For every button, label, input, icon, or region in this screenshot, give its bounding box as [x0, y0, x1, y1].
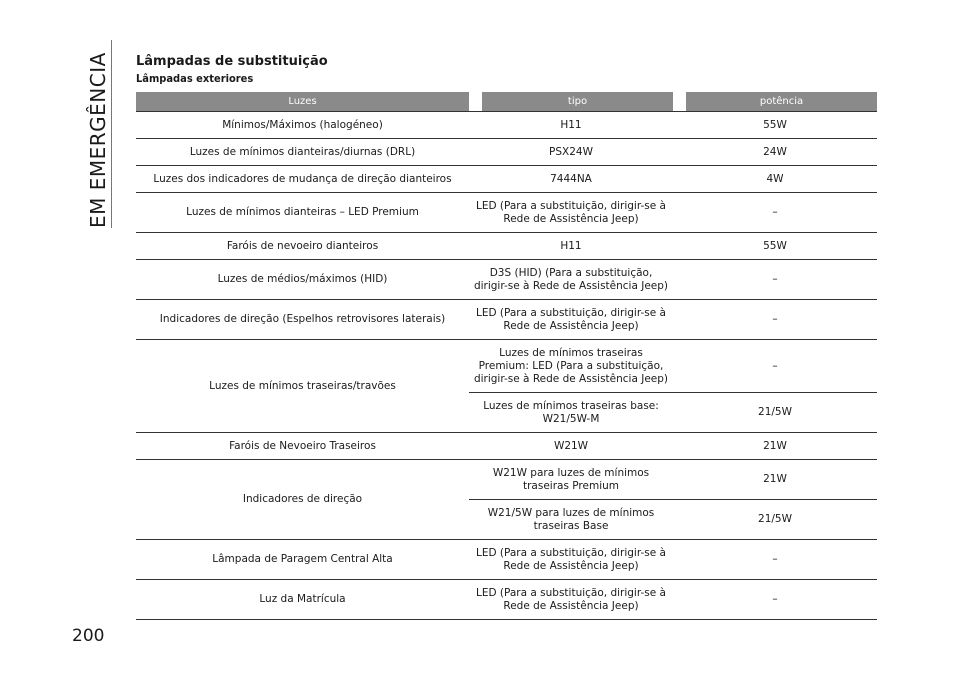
- cell-potencia: –: [673, 193, 877, 233]
- cell-potencia: –: [673, 300, 877, 340]
- cell-potencia: –: [673, 340, 877, 393]
- cell-luzes: Faróis de nevoeiro dianteiros: [136, 233, 469, 260]
- table-row: [136, 193, 877, 233]
- cell-potencia: 24W: [673, 139, 877, 166]
- section-divider: [111, 40, 112, 228]
- cell-potencia: 21W: [673, 433, 877, 460]
- table-row: [136, 233, 877, 260]
- cell-potencia: –: [673, 540, 877, 580]
- cell-potencia: 55W: [673, 112, 877, 139]
- cell-potencia: 55W: [673, 233, 877, 260]
- cell-luzes: Luzes de médios/máximos (HID): [136, 260, 469, 300]
- cell-luzes: Luzes de mínimos traseiras/travões: [136, 340, 469, 433]
- cell-tipo: LED (Para a substituição, dirigir-se à Rede de Assistência Jeep): [469, 580, 673, 620]
- header-potencia: potência: [673, 92, 877, 112]
- table-row: [136, 540, 877, 580]
- table-row: [136, 580, 877, 620]
- cell-luzes: Luzes de mínimos dianteiras – LED Premium: [136, 193, 469, 233]
- cell-tipo: PSX24W: [469, 139, 673, 166]
- page-number: 200: [72, 626, 105, 646]
- header-tipo: tipo: [469, 92, 673, 112]
- table-row: [136, 166, 877, 193]
- cell-luzes: Luzes dos indicadores de mudança de direção dianteiros: [136, 166, 469, 193]
- table-row: [136, 433, 877, 460]
- cell-tipo: Luzes de mínimos traseiras base: W21/5W-M: [469, 393, 673, 433]
- table-row: [136, 139, 877, 166]
- cell-tipo: H11: [469, 233, 673, 260]
- page-heading: Lâmpadas de substituição: [136, 54, 328, 69]
- cell-luzes: Luzes de mínimos dianteiras/diurnas (DRL): [136, 139, 469, 166]
- cell-potencia: –: [673, 260, 877, 300]
- table-row: [136, 300, 877, 340]
- cell-luzes: Indicadores de direção (Espelhos retrovisores laterais): [136, 300, 469, 340]
- cell-tipo: LED (Para a substituição, dirigir-se à Rede de Assistência Jeep): [469, 540, 673, 580]
- cell-potencia: 21/5W: [673, 500, 877, 540]
- section-title: EM EMERGÊNCIA: [86, 52, 110, 228]
- cell-tipo: W21/5W para luzes de mínimos traseiras Base: [469, 500, 673, 540]
- cell-luzes: Lâmpada de Paragem Central Alta: [136, 540, 469, 580]
- cell-potencia: –: [673, 580, 877, 620]
- cell-luzes: Indicadores de direção: [136, 460, 469, 540]
- cell-tipo: W21W: [469, 433, 673, 460]
- cell-potencia: 21/5W: [673, 393, 877, 433]
- header-luzes: Luzes: [136, 92, 469, 112]
- cell-tipo: LED (Para a substituição, dirigir-se à Rede de Assistência Jeep): [469, 193, 673, 233]
- cell-luzes: Luz da Matrícula: [136, 580, 469, 620]
- table-row: [136, 112, 877, 139]
- bulb-table: [136, 92, 877, 620]
- page-subheading: Lâmpadas exteriores: [136, 72, 254, 85]
- cell-tipo: W21W para luzes de mínimos traseiras Premium: [469, 460, 673, 500]
- cell-tipo: D3S (HID) (Para a substituição, dirigir-se à Rede de Assistência Jeep): [469, 260, 673, 300]
- cell-potencia: 21W: [673, 460, 877, 500]
- table-row: [136, 460, 877, 500]
- cell-tipo: 7444NA: [469, 166, 673, 193]
- cell-tipo: LED (Para a substituição, dirigir-se à Rede de Assistência Jeep): [469, 300, 673, 340]
- cell-tipo: Luzes de mínimos traseiras Premium: LED (Para a substituição, dirigir-se à Rede de Assistência Jeep): [469, 340, 673, 393]
- cell-luzes: Faróis de Nevoeiro Traseiros: [136, 433, 469, 460]
- cell-tipo: H11: [469, 112, 673, 139]
- table-header-row: [136, 92, 877, 112]
- cell-luzes: Mínimos/Máximos (halogéneo): [136, 112, 469, 139]
- table-row: [136, 340, 877, 393]
- table-row: [136, 260, 877, 300]
- cell-potencia: 4W: [673, 166, 877, 193]
